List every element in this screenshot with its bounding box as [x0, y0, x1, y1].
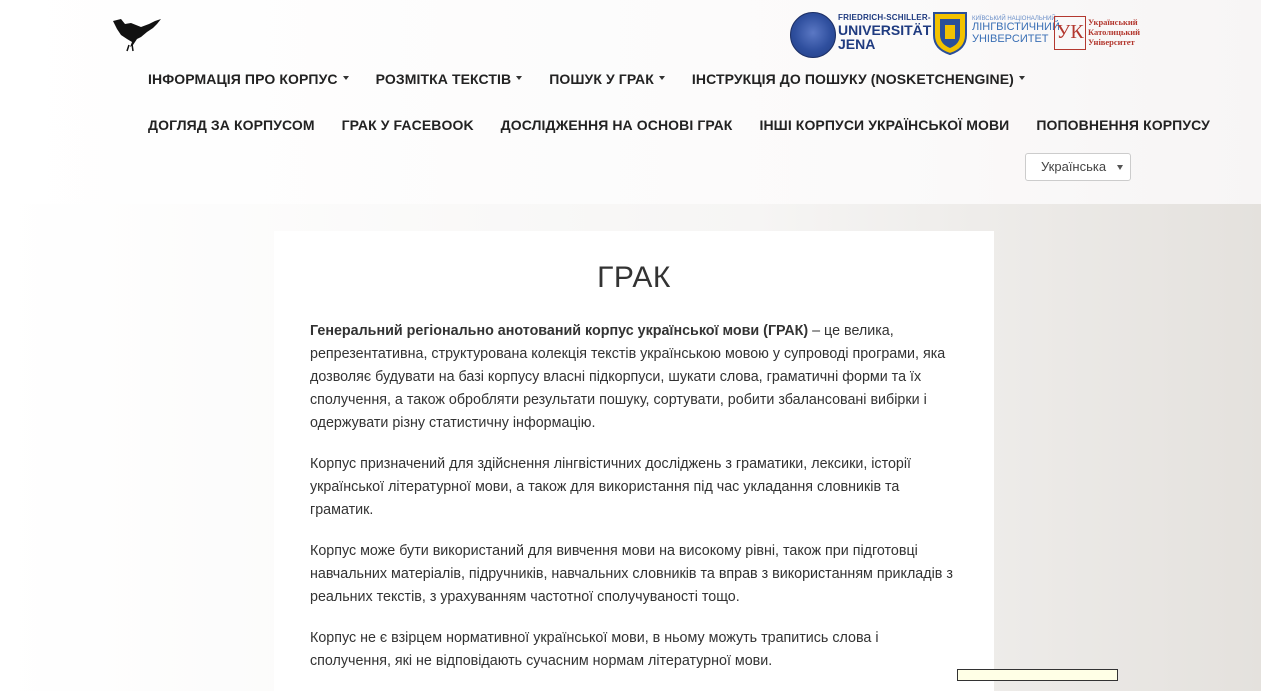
jena-line-2: UNIVERSITÄT — [838, 22, 932, 38]
nav-item-other-corpora[interactable]: ІНШІ КОРПУСИ УКРАЇНСЬКОЇ МОВИ — [759, 117, 1010, 133]
knlu-shield-icon — [932, 11, 968, 55]
corpus-full-name: Генеральний регіонально анотований корпус української мови (ГРАК) — [310, 323, 809, 339]
nav-item-search-guide[interactable]: ІНСТРУКЦІЯ ДО ПОШУКУ (NOSKETCHENGINE) — [692, 71, 1025, 87]
jena-seal-icon — [790, 12, 836, 58]
paragraph-disclaimer: Корпус не є взірцем нормативної української мови, в ньому можуть трапитись слова і сполучення, які не відповідають сучасним нормам літературної мови. — [310, 630, 879, 669]
status-tooltip — [957, 669, 1118, 681]
intro-text: – це велика, репрезентативна, структурована колекція текстів українською мовою у супроводі програми, яка дозволяє будувати на базі корпусу власні підкорпуси, шукати слова, граматичні форми та їх сполучення, а також обробляти результати пошуку, сортувати, робити збалансовані вибірки і одержувати різну статистичну інформацію. — [310, 323, 946, 431]
nav-item-search[interactable]: ПОШУК У ГРАК — [549, 71, 665, 87]
language-select-value: Українська — [1041, 159, 1107, 174]
ucu-mark-icon: УК — [1054, 16, 1086, 50]
nav-item-markup[interactable]: РОЗМІТКА ТЕКСТІВ — [376, 71, 523, 87]
paragraph-purpose: Корпус призначений для здійснення лінгвістичних досліджень з граматики, лексики, історії української літературної мови, а також для використання під час укладання словників та граматик. — [310, 456, 912, 518]
caret-down-icon — [343, 76, 349, 80]
knlu-line-3: УНІВЕРСИТЕТ — [972, 32, 1049, 45]
nav-item-corpus-info[interactable]: ІНФОРМАЦІЯ ПРО КОРПУС — [148, 71, 349, 87]
chevron-down-icon — [1117, 165, 1123, 170]
caret-down-icon — [659, 76, 665, 80]
ucu-line-1: Український — [1088, 17, 1138, 27]
jena-line-3: JENA — [838, 36, 876, 52]
nav-item-contribute[interactable]: ПОПОВНЕННЯ КОРПУСУ — [1036, 117, 1210, 133]
paragraph-usage: Корпус може бути використаний для вивчення мови на високому рівні, також при підготовці навчальних матеріалів, підручників, навчальних словників та вправ з використанням прикладів з реальних текстів, з урахуванням частотної сполучуваності тощо. — [310, 543, 953, 605]
page-title: ГРАК — [597, 261, 671, 294]
language-select[interactable] — [1025, 153, 1131, 181]
jena-line-1: FRIEDRICH-SCHILLER- — [838, 13, 931, 22]
caret-down-icon — [1019, 76, 1025, 80]
jena-university-logo[interactable] — [790, 10, 932, 56]
ucu-line-3: Університет — [1088, 36, 1135, 47]
main-content-card — [274, 231, 994, 691]
article-body — [310, 320, 960, 691]
intro-paragraph — [310, 320, 960, 435]
ucu-line-2: Католицький — [1088, 26, 1141, 37]
nav-item-maintenance[interactable]: ДОГЛЯД ЗА КОРПУСОМ — [148, 117, 315, 133]
knlu-line-2: ЛІНГВІСТИЧНИЙ — [972, 21, 1060, 34]
site-header — [0, 0, 1261, 204]
raven-logo-icon[interactable] — [111, 15, 163, 53]
caret-down-icon — [516, 76, 522, 80]
nav-primary — [148, 69, 1052, 89]
ucu-university-logo[interactable] — [1054, 10, 1144, 56]
nav-item-facebook[interactable]: ГРАК У FACEBOOK — [341, 117, 474, 133]
knlu-line-1: КИЇВСЬКИЙ НАЦІОНАЛЬНИЙ — [972, 16, 1056, 22]
knlu-university-logo[interactable] — [930, 10, 1060, 56]
nav-item-research[interactable]: ДОСЛІДЖЕННЯ НА ОСНОВІ ГРАК — [500, 117, 733, 133]
nav-secondary — [148, 115, 1237, 135]
